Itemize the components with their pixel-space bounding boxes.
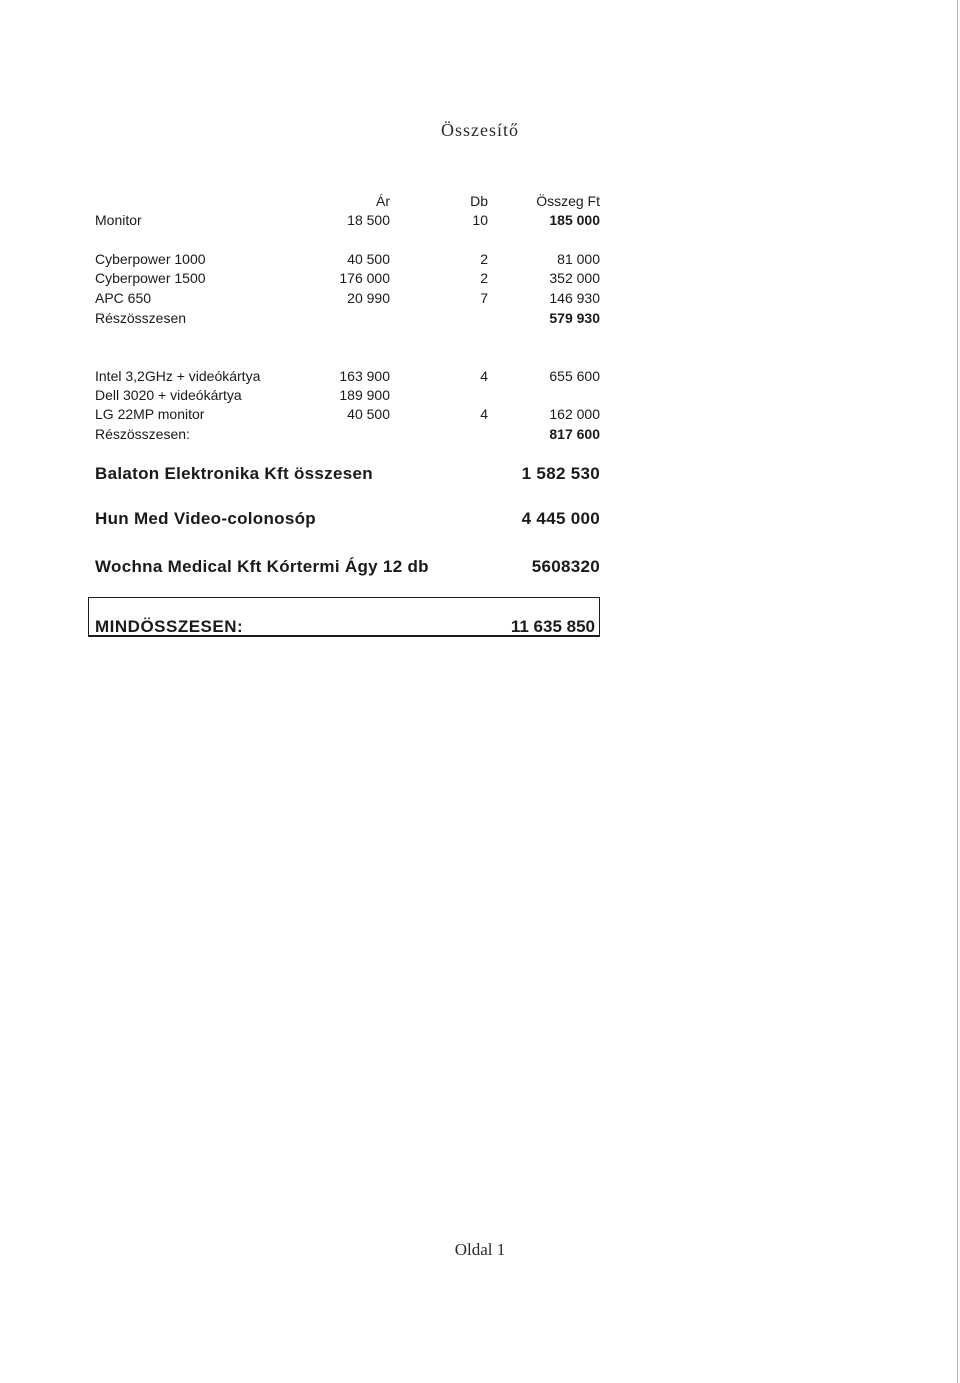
table-row-db: 4 — [480, 406, 488, 422]
table-row-db: 7 — [480, 290, 488, 306]
summary-value: 1 582 530 — [521, 464, 600, 483]
page-edge-line — [957, 0, 958, 1383]
table-row-ar: 40 500 — [347, 251, 390, 267]
summary-label: Hun Med Video-colonosóp — [95, 509, 316, 528]
monitor-db: 10 — [472, 212, 488, 228]
table-row-ar: 20 990 — [347, 290, 390, 306]
table-row-osszeg: 655 600 — [549, 368, 600, 384]
table-row-db: 4 — [480, 368, 488, 384]
table-row-label: Dell 3020 + videókártya — [95, 387, 242, 403]
table-row-label: Cyberpower 1500 — [95, 270, 206, 286]
table-row-ar: 40 500 — [347, 406, 390, 422]
monitor-ar: 18 500 — [347, 212, 390, 228]
table-row-label: Cyberpower 1000 — [95, 251, 206, 267]
header-ar: Ár — [376, 193, 390, 209]
document-title: Összesítő — [441, 120, 519, 140]
table-row-label: Intel 3,2GHz + videókártya — [95, 368, 261, 384]
table-row-osszeg: 81 000 — [557, 251, 600, 267]
grand-total-box — [88, 597, 600, 637]
subtotal-value: 579 930 — [549, 310, 600, 326]
monitor-label: Monitor — [95, 212, 142, 228]
table-row-osszeg: 162 000 — [549, 406, 600, 422]
header-osszeg: Összeg Ft — [536, 193, 600, 209]
table-row-ar: 176 000 — [339, 270, 390, 286]
monitor-osszeg: 185 000 — [549, 212, 600, 228]
summary-label: Wochna Medical Kft Kórtermi Ágy 12 db — [95, 557, 429, 576]
table-row-db: 2 — [480, 251, 488, 267]
table-row-osszeg: 352 000 — [549, 270, 600, 286]
summary-value: 4 445 000 — [521, 509, 600, 528]
grand-total-value: 11 635 850 — [510, 617, 595, 636]
table-row-osszeg: 146 930 — [549, 290, 600, 306]
subtotal-label: Részösszesen — [95, 310, 187, 326]
subtotal-value: 817 600 — [549, 426, 600, 442]
table-row-ar: 189 900 — [339, 387, 390, 403]
header-db: Db — [470, 193, 488, 209]
subtotal-label: Részösszesen: — [95, 426, 190, 442]
summary-value: 5608320 — [531, 557, 600, 576]
table-row-db: 2 — [480, 270, 488, 286]
grand-total-label: MINDÖSSZESEN: — [95, 617, 244, 636]
table-row-ar: 163 900 — [339, 368, 390, 384]
summary-label: Balaton Elektronika Kft összesen — [95, 464, 373, 483]
table-row-label: APC 650 — [95, 290, 152, 306]
table-row-label: LG 22MP monitor — [95, 406, 205, 422]
page-footer: Oldal 1 — [454, 1240, 506, 1259]
